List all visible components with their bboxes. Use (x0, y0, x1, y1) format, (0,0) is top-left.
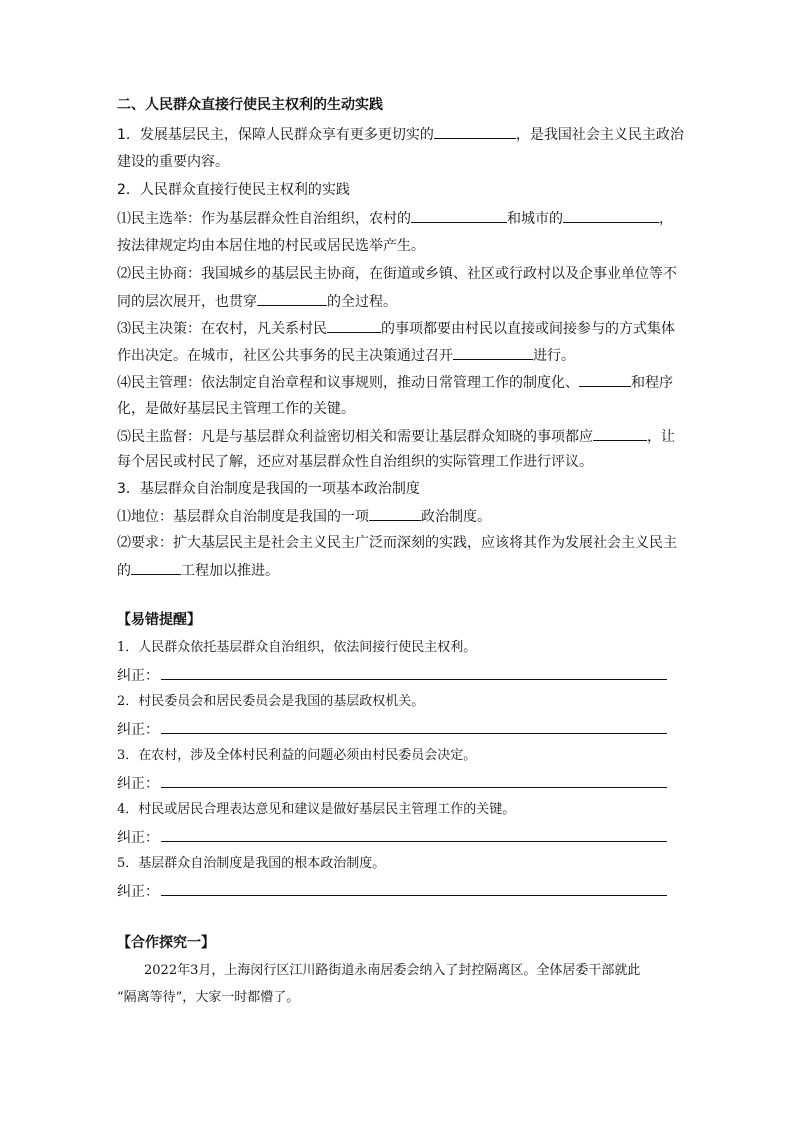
point-1-line-2: 建设的重要内容。 (117, 154, 229, 170)
error-item: 2．村民委员会和居民委员会是我国的基层政权机关。 (117, 694, 425, 709)
correction-input[interactable] (161, 827, 667, 842)
error-item: 3．在农村，涉及全体村民利益的问题必须由村民委员会决定。 (117, 748, 477, 763)
fill-blank[interactable] (434, 124, 516, 139)
requirement-line-1: ⑵要求：扩大基层民主是社会主义民主广泛而深刻的实践，应该将其作为发展社会主义民主 (117, 535, 677, 551)
correction-input[interactable] (161, 719, 667, 734)
supervision-line-2: 每个居民或村民了解，还应对基层群众性自治组织的实际管理工作进行评议。 (117, 454, 593, 470)
status-line: ⑴地位：基层群众自治制度是我国的一项 政治制度。 (117, 506, 491, 527)
section-heading: 二、人民群众直接行使民主权利的生动实践 (117, 97, 383, 113)
fill-blank[interactable] (257, 291, 327, 306)
decision-line-2: 作出决定。在城市，社区公共事务的民主决策通过召开 进行。 (117, 345, 575, 366)
explore-heading: 【合作探究一】 (117, 935, 215, 951)
point-1-line-1: 1．发展基层民主，保障人民群众享有更多更切实的 ，是我国社会主义民主政治 (117, 124, 684, 145)
fill-blank[interactable] (563, 208, 659, 223)
fill-blank[interactable] (593, 426, 647, 441)
correction-row: 纠正： (117, 773, 667, 794)
requirement-line-2: 的 工程加以推进。 (117, 560, 279, 581)
explore-paragraph-line-1: 2022年3月，上海闵行区江川路街道永南居委会纳入了封控隔离区。全体居委干部就此 (144, 963, 641, 978)
correction-row: 纠正： (117, 881, 667, 902)
error-item: 4．村民或居民合理表达意见和建议是做好基层民主管理工作的关键。 (117, 802, 516, 817)
correction-input[interactable] (161, 881, 667, 896)
supervision-line-1: ⑸民主监督：凡是与基层群众利益密切相关和需要让基层群众知晓的事项都应 ，让 (117, 426, 675, 447)
point-2-heading: 2．人民群众直接行使民主权利的实践 (117, 182, 350, 198)
consultation-line-1: ⑵民主协商：我国城乡的基层民主协商，在街道或乡镇、社区或行政村以及企事业单位等不 (117, 266, 677, 282)
fill-blank[interactable] (579, 372, 631, 387)
fill-blank[interactable] (131, 560, 181, 575)
correction-row: 纠正： (117, 827, 667, 848)
management-line-2: 化，是做好基层民主管理工作的关键。 (117, 401, 355, 417)
consultation-line-2: 同的层次展开，也贯穿 的全过程。 (117, 291, 397, 312)
correction-row: 纠正： (117, 665, 667, 686)
correction-input[interactable] (161, 773, 667, 788)
errors-heading: 【易错提醒】 (117, 612, 201, 628)
fill-blank[interactable] (327, 318, 381, 333)
correction-row: 纠正： (117, 719, 667, 740)
election-line-2: 按法律规定均由本居住地的村民或居民选举产生。 (117, 238, 425, 254)
error-item: 1．人民群众依托基层群众自治组织，依法间接行使民主权利。 (117, 640, 477, 655)
explore-paragraph-line-2: “隔离等待”，大家一时都懵了。 (117, 990, 300, 1005)
fill-blank[interactable] (453, 345, 533, 360)
fill-blank[interactable] (411, 208, 507, 223)
management-line-1: ⑷民主管理：依法制定自治章程和议事规则，推动日常管理工作的制度化、 和程序 (117, 372, 673, 393)
error-item: 5．基层群众自治制度是我国的根本政治制度。 (117, 856, 386, 871)
point-3-heading: 3．基层群众自治制度是我国的一项基本政治制度 (117, 481, 420, 497)
fill-blank[interactable] (369, 506, 421, 521)
election-line-1: ⑴民主选举：作为基层群众性自治组织，农村的 和城市的 ， (117, 208, 673, 229)
decision-line-1: ⑶民主决策：在农村，凡关系村民 的事项都要由村民以直接或间接参与的方式集体 (117, 318, 675, 339)
correction-input[interactable] (161, 665, 667, 680)
